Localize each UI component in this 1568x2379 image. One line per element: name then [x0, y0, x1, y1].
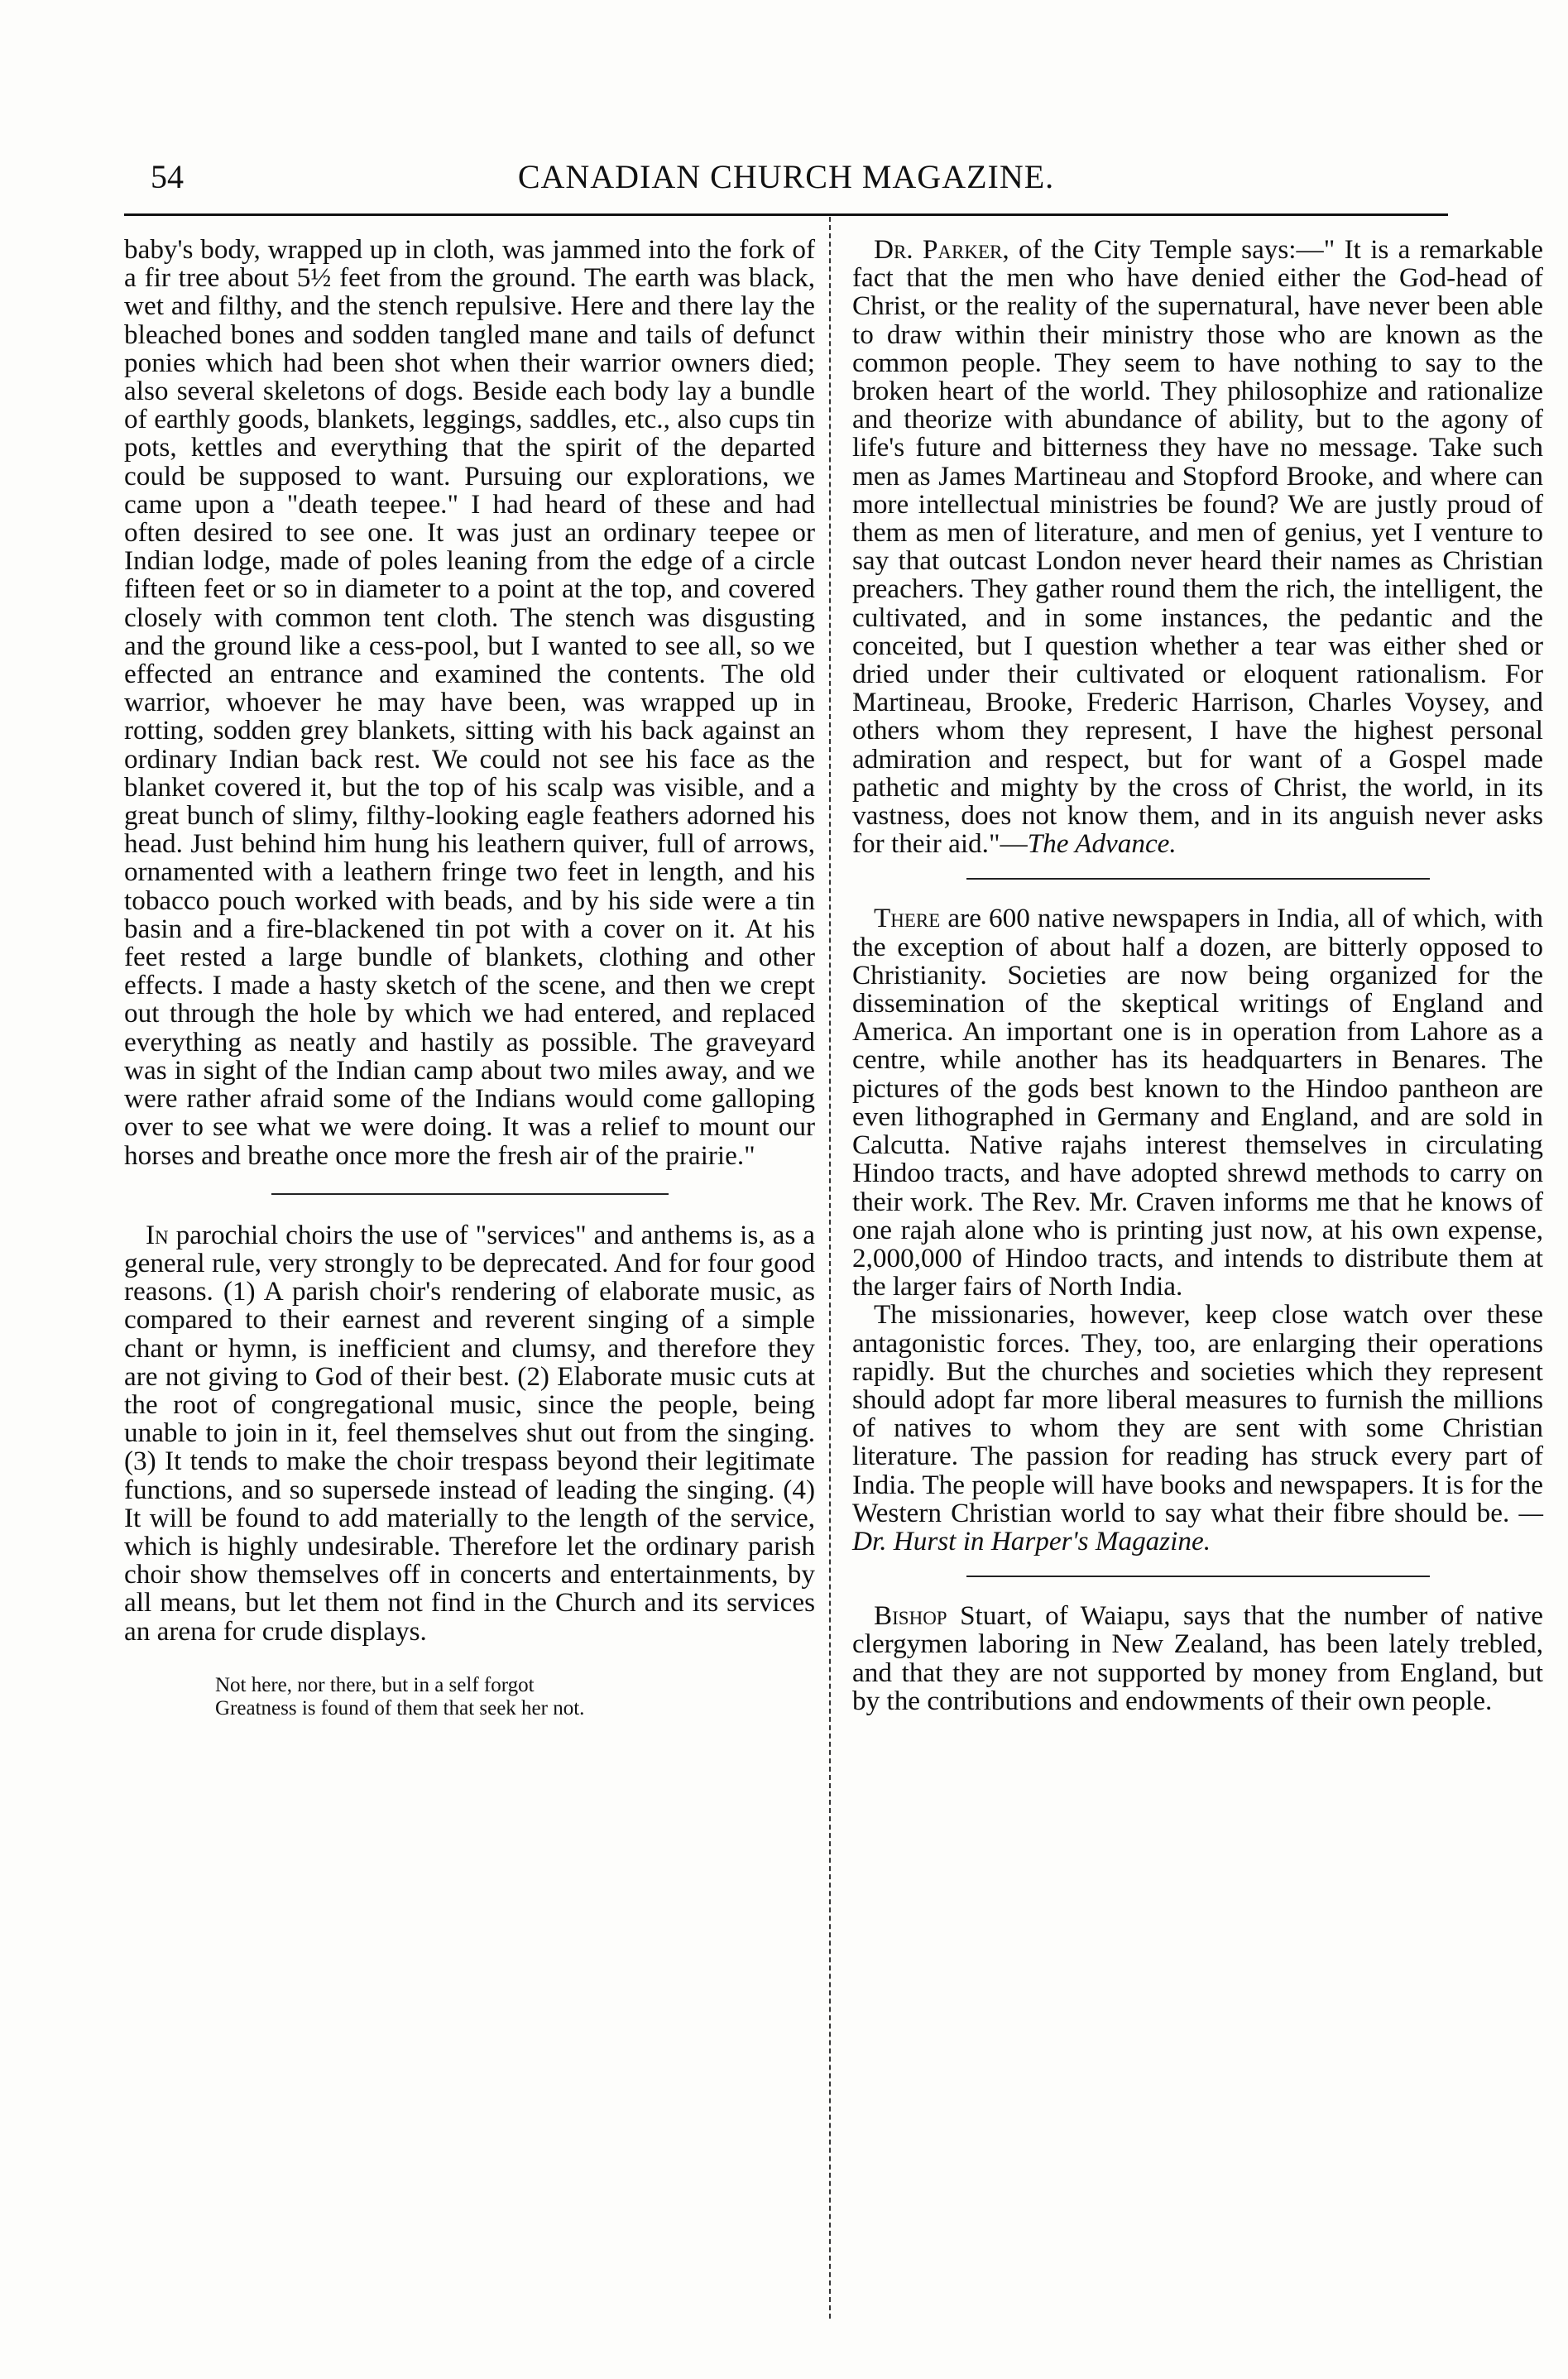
bishop-lead: Bishop: [874, 1600, 947, 1632]
parker-source: The Advance.: [1027, 828, 1177, 860]
verse-line-2: Greatness is found of them that seek her not.: [215, 1696, 585, 1719]
choirs-text: parochial choirs the use of "services" and anthems is, as a general rule, very strongly to be deprecated. And for four good reasons. (1) A parish choir's rendering of elaborate music, as compared to their earnest and reverent singing of a simple chant or hymn, is inefficient and clumsy, and therefore they are not giving to God of their best. (2) Elaborate music cuts at the root of congregational music, since the people, being unable to join in it, feel themselves shut out from the singing. (3) It tends to make the choir trespass beyond their legitimate functions, and so supersede instead of leading the singing. (4) It will be found to add materially to the length of the service, which is highly undesirable. Therefore let the ordinary parish choir show themselves off in concerts and entertainments, by all means, but let them not find in the Church and its services an arena for crude displays.: [124, 1219, 815, 1647]
missionaries-source: —Dr. Hurst in Harper's Magazine.: [852, 1497, 1543, 1556]
bishop-text: Stuart, of Waiapu, says that the number of native clergymen laboring in New Zealand, has been lately trebled, and that they are not supported by money from England, but by the contributions and endowments of their own people.: [852, 1600, 1543, 1716]
choirs-lead: In: [146, 1219, 169, 1250]
page-number: 54: [151, 158, 184, 195]
section-separator: [966, 878, 1430, 880]
verse-line-1: Not here, nor there, but in a self forgot: [215, 1673, 535, 1696]
left-column: [124, 236, 815, 1720]
india-newspapers-paragraph: [852, 904, 1543, 1301]
closing-verse: [215, 1674, 815, 1720]
right-column: [852, 236, 1543, 1715]
header-rule: [124, 213, 1448, 216]
column-divider: [829, 217, 831, 2319]
article-continuation-paragraph: baby's body, wrapped up in cloth, was jammed into the fork of a fir tree about 5½ feet from the ground. The earth was black, wet and filthy, and the stench repulsive. Here and there lay the bleached bones and sodden tangled mane and tails of defunct ponies which had been shot when their warrior owners died; also several skeletons of dogs. Beside each body lay a bundle of earthly goods, blankets, leggings, saddles, etc., also cups tin pots, kettles and everything that the spirit of the departed could be supposed to want. Pursuing our explorations, we came upon a "death teepee." I had heard of these and had often desired to see one. It was just an ordinary teepee or Indian lodge, made of poles leaning from the edge of a circle fifteen feet or so in diameter to a point at the top, and covered closely with common tent cloth. The stench was disgusting and the ground like a cess-pool, but I wanted to see all, so we effected an entrance and examined the contents. The old warrior, whoever he may have been, was wrapped up in rotting, sodden grey blankets, sitting with his back against an ordinary Indian back rest. We could not see his face as the blanket covered it, but the top of his scalp was visible, and a great bunch of slimy, filthy-looking eagle feathers adorned his head. Just behind him hung his leathern quiver, full of arrows, ornamented with a leathern fringe two feet in length, and his tobacco pouch worked with beads, and by his side were a tin basin and a fire-blackened tin pot with a cover on it. At his feet rested a large bundle of blankets, clothing and other effects. I made a hasty sketch of the scene, and then we crept out through the hole by which we had entered, and replaced everything as neatly and hastily as possible. The graveyard was in sight of the Indian camp about two miles away, and we were rather afraid some of the Indians would come galloping over to see what we were doing. It was a relief to mount our horses and breathe once more the fresh air of the prairie.": [124, 234, 815, 1171]
missionaries-text: The missionaries, however, keep close watch over these antagonistic forces. They, too, are enlarging their operations rapidly. But the churches and societies which they represent should adopt far more liberal measures to furnish the millions of natives to whom they are sent with some Christian literature. The passion for reading has struck every part of India. The people will have books and newspapers. It is for the Western Christian world to say what their fibre should be.: [852, 1299, 1543, 1528]
parker-paragraph: [852, 236, 1543, 858]
missionaries-paragraph: [852, 1301, 1543, 1556]
running-head-title: CANADIAN CHURCH MAGAZINE.: [517, 158, 1055, 195]
india-lead: There: [874, 903, 941, 934]
parker-lead: Dr. Parker: [874, 234, 1003, 265]
section-separator: [966, 1576, 1430, 1577]
choirs-paragraph: [124, 1221, 815, 1646]
section-separator: [271, 1193, 669, 1195]
page-header: [124, 157, 1448, 207]
india-text: are 600 native newspapers in India, all of which, with the exception of about half a dozen, are bitterly opposed to Christianity. Societies are now being organized for the dissemination of the skeptical writings of England and America. An important one is in operation from Lahore as a centre, while another has its headquarters in Benares. The pictures of the gods best known to the Hindoo pantheon are even lithographed in Germany and England, and are sold in Calcutta. Native rajahs interest themselves in circulating Hindoo tracts, and have adopted shrewd methods to carry on their work. The Rev. Mr. Craven informs me that he knows of one rajah alone who is printing just now, at his own expense, 2,000,000 of Hindoo tracts, and intends to distribute them at the larger fairs of North India.: [852, 903, 1543, 1302]
bishop-paragraph: [852, 1602, 1543, 1715]
parker-text: , of the City Temple says:—" It is a remarkable fact that the men who have denied either the God-head of Christ, or the reality of the supernatural, have never been able to draw within their ministry those who are known as the common people. They seem to have nothing to say to the broken heart of the world. They philosophize and rationalize and theorize with abundance of ability, but to the agony of life's future and bitterness they have no message. Take such men as James Martineau and Stopford Brooke, and where can more intellectual ministries be found? We are justly proud of them as men of literature, and men of genius, yet I venture to say that outcast London never heard their names as Christian preachers. They gather round them the rich, the intelligent, the cultivated, and in some instances, the pedantic and the conceited, but I question whether a tear was either shed or dried under their cultivated or eloquent rationalism. For Martineau, Brooke, Frederic Harrison, Charles Voysey, and others whom they represent, I have the highest personal admiration and respect, but for want of a Gospel made pathetic and mighty by the cross of Christ, the world, in its vastness, does not know them, and in its anguish never asks for their aid."—: [852, 234, 1543, 860]
